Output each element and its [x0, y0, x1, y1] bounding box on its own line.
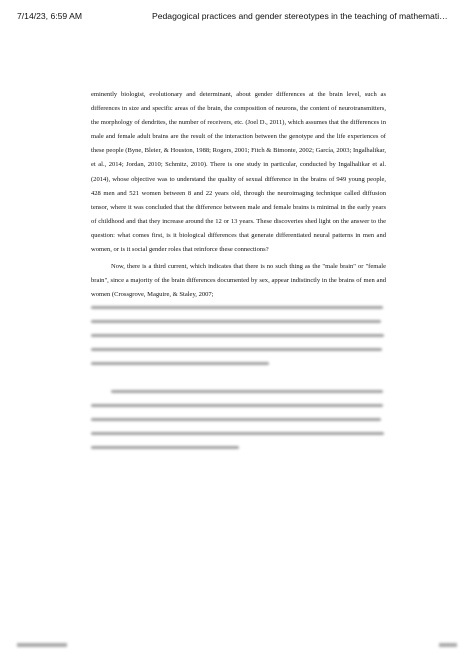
print-footer — [17, 643, 457, 651]
blurred-line — [91, 404, 383, 407]
blurred-line — [91, 334, 384, 337]
paragraph: eminently biologist, evolutionary and determinant, about gender differences at the brain level, such as differences in size and specific areas of the brain, the composition of neurons, the content of neurotransmitters, the morphology of dendrites, the number of receivers, etc. (Joel D., 2011), which assumes that the differences in male and female adult brains are the result of the interaction between the genotype and the life experiences of these people (Byne, Bleier, & Houston, 1988; Rogers, 2001; Fitch & Bimonte, 2002; García, 2003; Ingalhalikar, et al., 2014; Jordan, 2010; Schmitz, 2010). There is one study in particular, conducted by Ingalhalikar et al. (2014), whose objective was to understand the quality of sexual difference in the brains of 949 young people, 428 men and 521 women between 8 and 22 years old, through the neuroimaging technique called diffusion tensor, where it was concluded that the difference between male and female brains is minimal in the early years of childhood and that they increase around the 12 or 13 years. These discoveries shed light on the answer to the question: what comes first, is it biological differences that generate differentiated neural patterns in men and women, or is it social gender roles that reinforce these connections? — [91, 91, 386, 254]
blurred-line — [91, 432, 384, 435]
blurred-line — [91, 306, 383, 309]
blurred-text-region — [91, 292, 386, 458]
paragraph: Now, there is a third current, which indicates that there is no such thing as the "male brain" or "female brain", since a majority of the brain differences documented by sex, appear indistinctly in the brains of men and women (Crossgrove, Maguire, & Staley, 2007; — [91, 263, 386, 299]
document-title: Pedagogical practices and gender stereotypes in the teaching of mathemati… — [152, 11, 448, 21]
blurred-line — [91, 446, 239, 449]
blurred-line — [91, 348, 382, 351]
blurred-footer-url — [17, 643, 67, 647]
blurred-line — [111, 390, 383, 393]
blurred-page-number — [439, 643, 457, 647]
print-date: 7/14/23, 6:59 AM — [17, 11, 82, 21]
blurred-line — [91, 418, 381, 421]
blurred-line — [91, 320, 381, 323]
print-header — [17, 11, 464, 25]
blurred-line — [91, 362, 269, 365]
page-body — [91, 88, 386, 302]
